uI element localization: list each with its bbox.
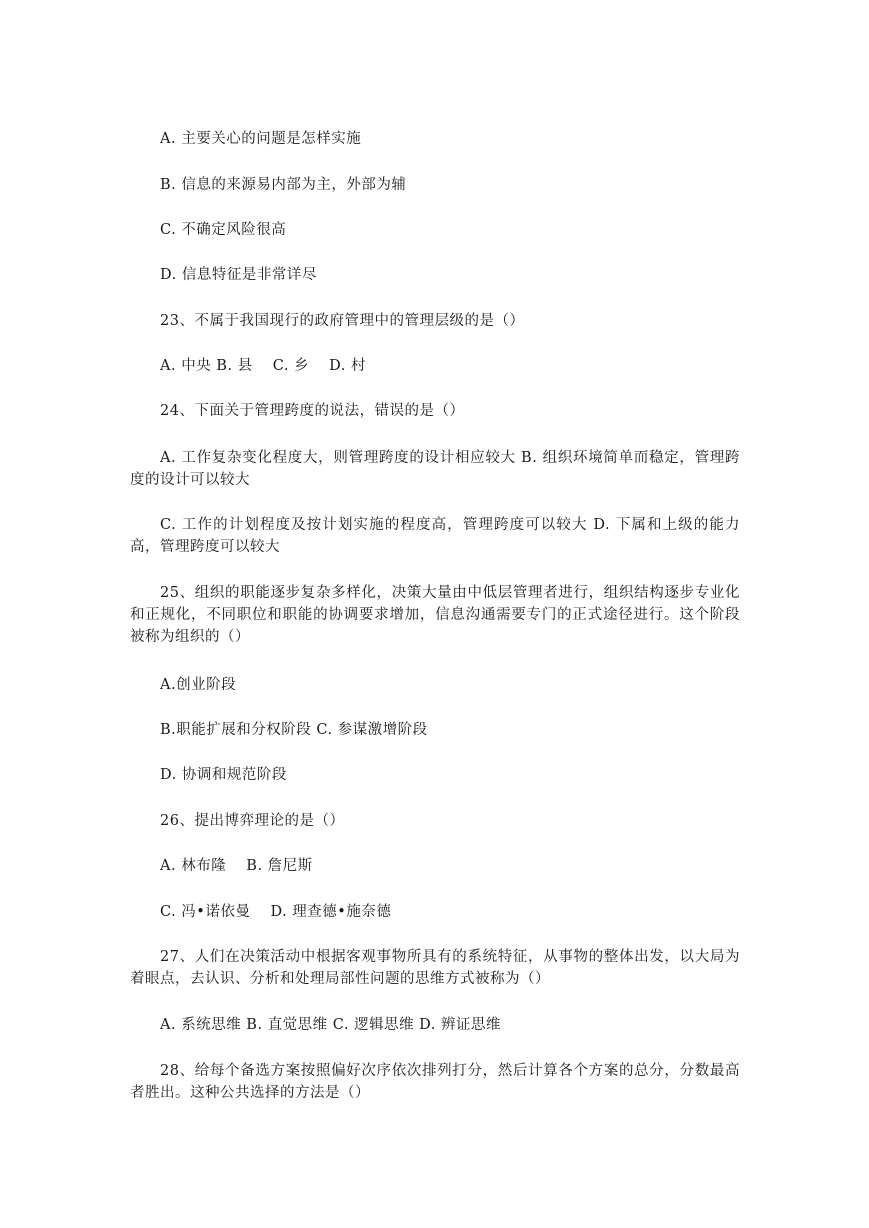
q27-options: A. 系统思维 B. 直觉思维 C. 逻辑思维 D. 辨证思维: [160, 1017, 502, 1033]
q25-option-d: D. 协调和规范阶段: [160, 767, 287, 783]
q25-option-bc: B.职能扩展和分权阶段 C. 参谋激增阶段: [160, 722, 428, 738]
q22-option-b: B. 信息的来源易内部为主，外部为辅: [160, 177, 407, 193]
q26-question: 26、提出博弈理论的是（）: [160, 813, 345, 829]
q22-option-d: D. 信息特征是非常详尽: [160, 267, 317, 283]
q24-question: 24、下面关于管理跨度的说法，错误的是（）: [160, 403, 465, 419]
q26-options-cd: C. 冯•诺依曼 D. 理查德•施奈德: [160, 904, 392, 920]
q22-option-c: C. 不确定风险很高: [160, 222, 287, 238]
q23-question: 23、不属于我国现行的政府管理中的管理层级的是（）: [160, 313, 525, 329]
q27-question: 27、人们在决策活动中根据客观事物所具有的系统特征，从事物的整体出发，以大局为着眼点，去认识、分析和处理局部性问题的思维方式被称为（）: [130, 949, 740, 987]
q25-question: 25、组织的职能逐步复杂多样化，决策大量由中低层管理者进行，组织结构逐步专业化和正规化，不同职位和职能的协调要求增加，信息沟通需要专门的正式途径进行。这个阶段被称为组织的（）: [130, 585, 740, 645]
q24-options-ab: A. 工作复杂变化程度大，则管理跨度的设计相应较大 B. 组织环境简单而稳定，管理跨度的设计可以较大: [130, 450, 740, 488]
q28-question: 28、给每个备选方案按照偏好次序依次排列打分，然后计算各个方案的总分，分数最高者胜出。这种公共选择的方法是（）: [130, 1063, 740, 1101]
q23-options: A. 中央 B. 县 C. 乡 D. 村: [160, 358, 367, 374]
q25-option-a: A.创业阶段: [160, 677, 237, 693]
q24-options-cd: C. 工作的计划程度及按计划实施的程度高，管理跨度可以较大 D. 下属和上级的能力高，管理跨度可以较大: [130, 517, 740, 555]
q22-option-a: A. 主要关心的问题是怎样实施: [160, 131, 362, 147]
q26-options-ab: A. 林布隆 B. 詹尼斯: [160, 858, 313, 874]
